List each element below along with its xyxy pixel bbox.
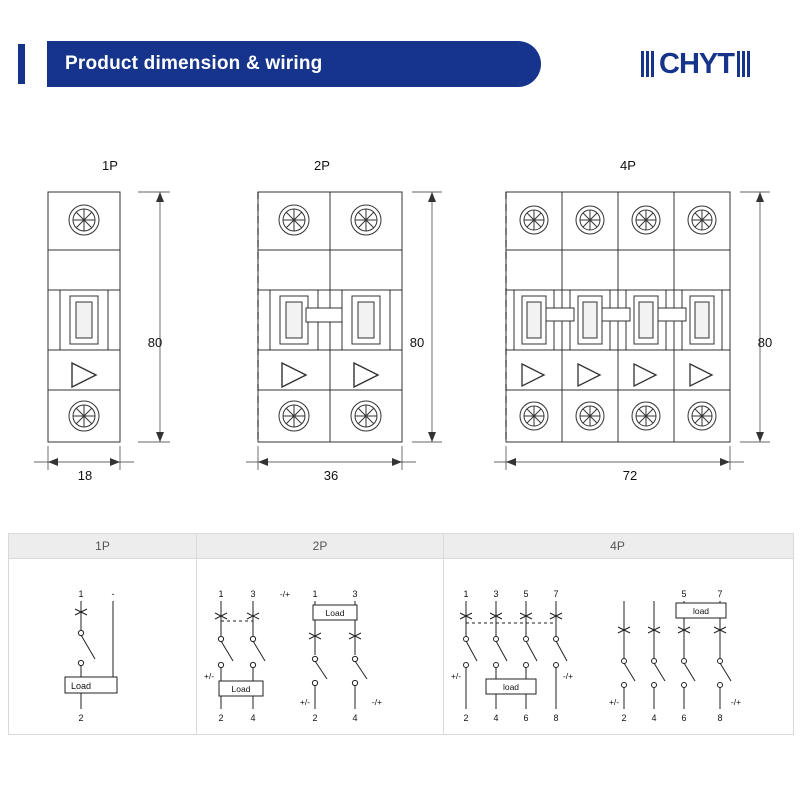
logo-left-bars-icon: [641, 51, 656, 77]
header-banner: [47, 41, 541, 87]
dimension-label-2p: 2P: [314, 158, 330, 173]
dimension-width-4p: 72: [622, 468, 638, 483]
wiring-4p-a-polarity-a: +/-: [450, 671, 462, 681]
wiring-4p-a-terminal-6: 6: [523, 713, 529, 723]
wiring-2p-a-terminal-4: 4: [250, 713, 256, 723]
wiring-4p-a-load-label: load: [502, 682, 520, 692]
wiring-col-header-1p: 1P: [9, 534, 197, 558]
wiring-2p-a-polarity-a: +/-: [203, 671, 215, 681]
wiring-diagram-1p: [9, 559, 197, 734]
wiring-4p-b-polarity-b: -/+: [730, 697, 742, 707]
wiring-1p-terminal-2: 2: [78, 713, 84, 723]
wiring-4p-b-terminal-4: 4: [651, 713, 657, 723]
wiring-2p-b-terminal-3: 3: [352, 589, 358, 599]
wiring-4p-a-polarity-b: -/+: [562, 671, 574, 681]
wiring-cell-1p: [9, 559, 197, 734]
wiring-1p-load-label: Load: [70, 681, 92, 691]
wiring-4p-a-terminal-4: 4: [493, 713, 499, 723]
wiring-4p-a-terminal-2: 2: [463, 713, 469, 723]
wiring-4p-b-load-label: load: [692, 606, 710, 616]
dimension-width-1p: 18: [77, 468, 93, 483]
page-title: Product dimension & wiring: [65, 53, 323, 74]
wiring-2p-a-terminal-3: 3: [250, 589, 256, 599]
wiring-4p-b-terminal-7: 7: [717, 589, 723, 599]
wiring-2p-a-polarity-b: -/+: [279, 589, 291, 599]
dimension-label-4p: 4P: [620, 158, 636, 173]
logo-right-bars-icon: [737, 51, 752, 77]
wiring-4p-b-terminal-6: 6: [681, 713, 687, 723]
wiring-2p-a-terminal-2: 2: [218, 713, 224, 723]
wiring-diagram-2p: [197, 559, 444, 734]
wiring-4p-b-terminal-8: 8: [717, 713, 723, 723]
dimension-width-2p: 36: [323, 468, 339, 483]
wiring-2p-b-polarity-b: -/+: [371, 697, 383, 707]
brand-logo: [641, 42, 752, 86]
wiring-1p-terminal-1: 1: [78, 589, 84, 599]
drawing-1p: [30, 178, 230, 518]
wiring-table: [8, 533, 794, 735]
dimension-label-1p: 1P: [102, 158, 118, 173]
wiring-diagram-4p: [444, 559, 791, 734]
dimension-height-1p: 80: [147, 335, 163, 350]
wiring-2p-b-polarity-a: +/-: [299, 697, 311, 707]
wiring-2p-variant-a: [204, 589, 290, 723]
wiring-1p-polarity: -: [111, 589, 115, 599]
wiring-2p-b-terminal-2: 2: [312, 713, 318, 723]
wiring-2p-b-terminal-1: 1: [312, 589, 318, 599]
wiring-4p-b-terminal-5: 5: [681, 589, 687, 599]
page-header: [0, 36, 800, 92]
wiring-col-header-4p: 4P: [610, 539, 625, 553]
wiring-4p-a-terminal-8: 8: [553, 713, 559, 723]
wiring-4p-b-terminal-2: 2: [621, 713, 627, 723]
wiring-4p-variant-b: [609, 589, 741, 723]
wiring-4p-b-polarity-a: +/-: [608, 697, 620, 707]
dimension-height-2p: 80: [409, 335, 425, 350]
wiring-4p-a-terminal-1: 1: [463, 589, 469, 599]
wiring-table-body: [9, 559, 793, 734]
wiring-2p-a-terminal-1: 1: [218, 589, 224, 599]
drawing-4p: [488, 178, 788, 518]
wiring-2p-variant-b: [300, 589, 382, 723]
wiring-2p-b-terminal-4: 4: [352, 713, 358, 723]
wiring-4p-variant-a: [451, 589, 573, 723]
dimension-height-4p: 80: [757, 335, 773, 350]
wiring-table-header: [9, 534, 793, 559]
wiring-cell-2p: [197, 559, 444, 734]
wiring-2p-a-load-label: Load: [231, 684, 251, 694]
wiring-4p-a-terminal-7: 7: [553, 589, 559, 599]
wiring-4p-a-terminal-3: 3: [493, 589, 499, 599]
wiring-col-header-2p: 2P: [197, 534, 444, 558]
logo-text: CHYT: [659, 47, 734, 80]
header-accent-bar: [18, 44, 25, 84]
wiring-4p-a-terminal-5: 5: [523, 589, 529, 599]
wiring-2p-b-load-label: Load: [325, 608, 345, 618]
wiring-cell-4p: [444, 559, 791, 734]
dimension-drawings: [0, 150, 800, 510]
